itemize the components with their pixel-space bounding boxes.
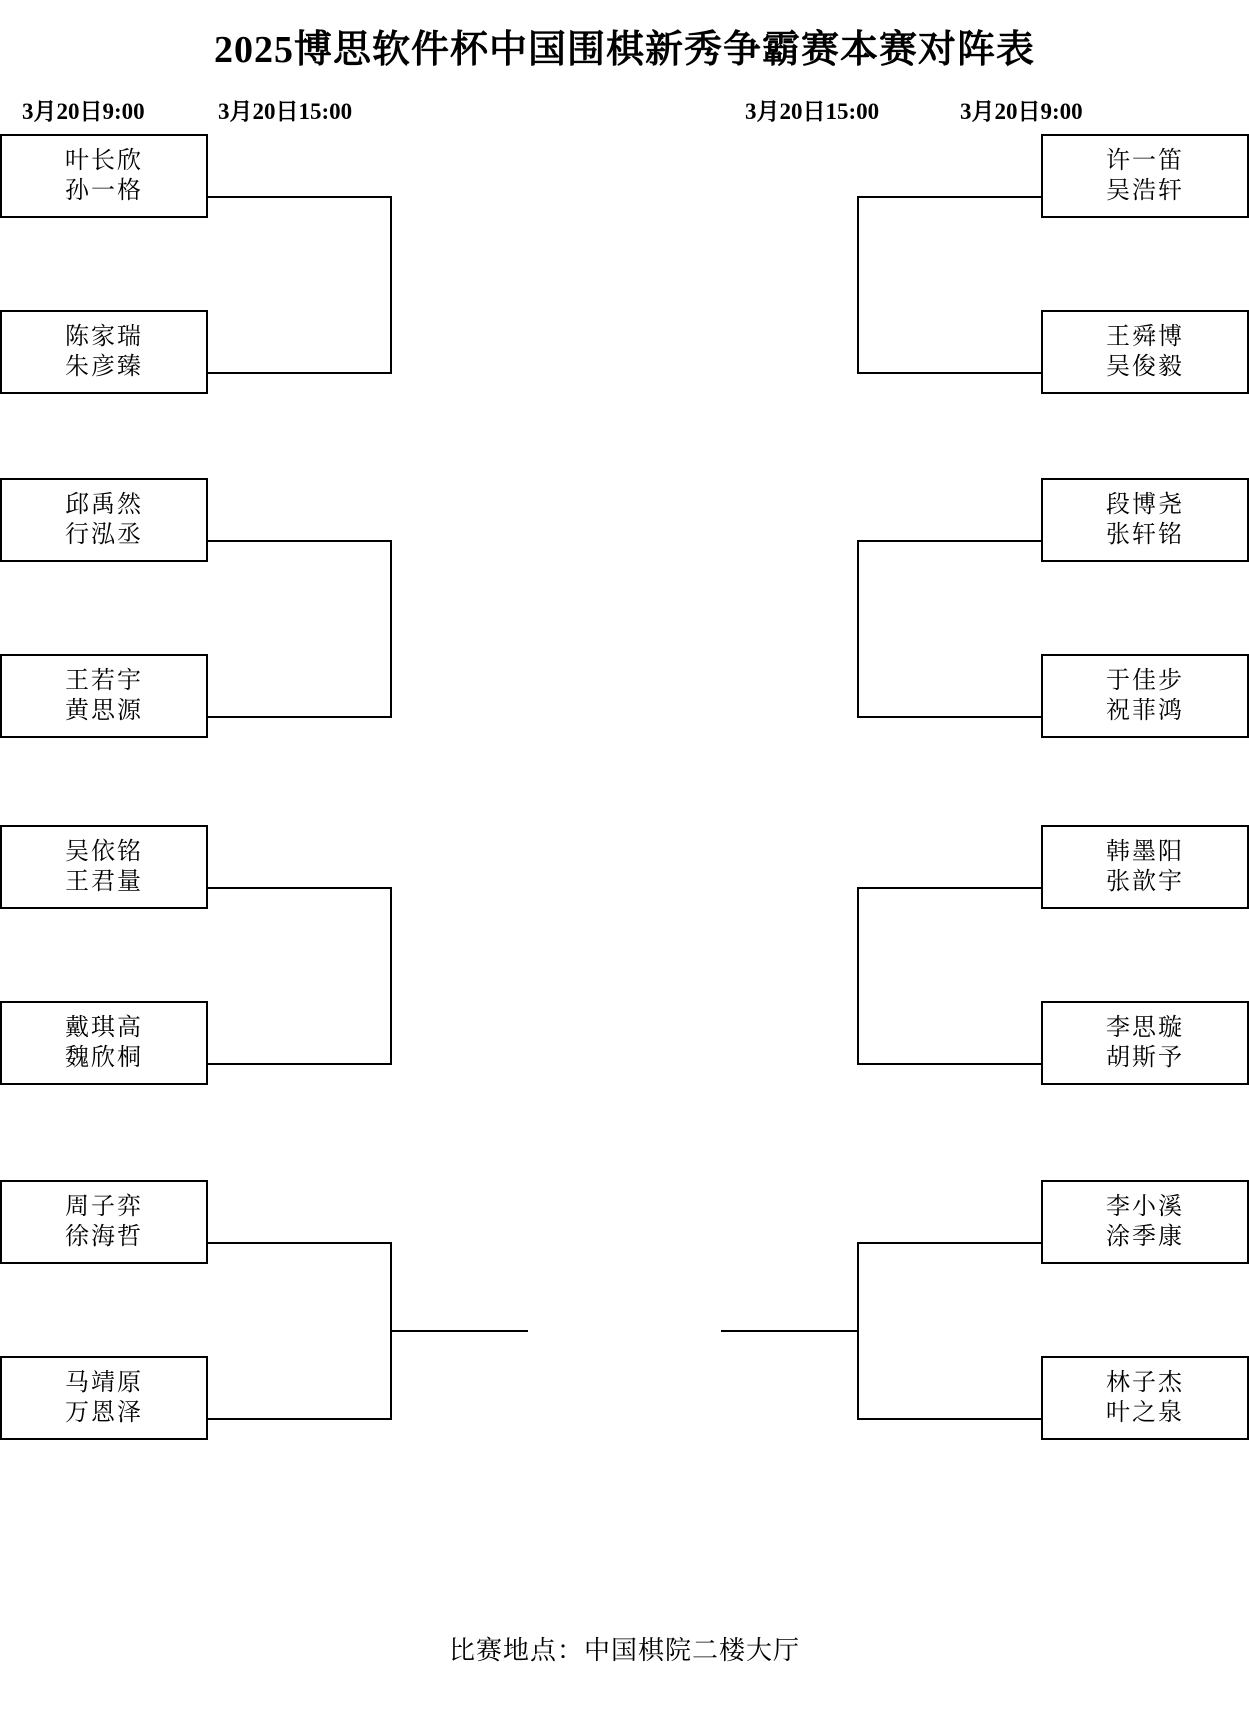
bracket-connector	[390, 540, 392, 718]
bracket-connector	[857, 540, 859, 718]
player-name: 朱彦臻	[65, 354, 143, 380]
player-name: 马靖原	[65, 1370, 143, 1396]
player-name: 许一笛	[1106, 148, 1184, 174]
player-name: 行泓丞	[65, 522, 143, 548]
player-name: 周子弈	[65, 1194, 143, 1220]
match-box[interactable]	[1041, 310, 1249, 394]
match-box[interactable]	[1041, 1356, 1249, 1440]
player-name: 黄思源	[65, 698, 143, 724]
bracket-connector	[390, 887, 392, 1065]
bracket-connector	[206, 1242, 392, 1244]
round-label-left-2: 3月20日15:00	[218, 99, 353, 124]
match-box[interactable]	[0, 310, 208, 394]
player-name: 李思璇	[1106, 1015, 1184, 1041]
player-name: 魏欣桐	[65, 1045, 143, 1071]
match-box[interactable]	[0, 1001, 208, 1085]
bracket-connector	[206, 1063, 392, 1065]
match-box[interactable]	[0, 654, 208, 738]
bracket-connector	[206, 540, 392, 542]
player-name: 祝菲鸿	[1106, 698, 1184, 724]
player-name: 林子杰	[1106, 1370, 1184, 1396]
bracket-connector	[857, 196, 859, 374]
player-name: 王君量	[65, 869, 143, 895]
round-label-left-1: 3月20日9:00	[22, 99, 145, 124]
player-name: 叶长欣	[65, 148, 143, 174]
player-name: 韩墨阳	[1106, 839, 1184, 865]
player-name: 王若宇	[65, 668, 143, 694]
player-name: 李小溪	[1106, 1194, 1184, 1220]
player-name: 张歆宇	[1106, 869, 1184, 895]
player-name: 徐海哲	[65, 1224, 143, 1250]
match-box[interactable]	[0, 825, 208, 909]
bracket-connector	[206, 887, 392, 889]
page-title: 2025博思软件杯中国围棋新秀争霸赛本赛对阵表	[213, 29, 1035, 71]
player-name: 张轩铭	[1106, 522, 1184, 548]
match-box[interactable]	[0, 1180, 208, 1264]
bracket-connector	[390, 196, 392, 374]
player-name: 叶之泉	[1106, 1400, 1184, 1426]
venue-note: 比赛地点：中国棋院二楼大厅	[448, 1636, 800, 1665]
match-box[interactable]	[0, 134, 208, 218]
player-name: 涂季康	[1106, 1224, 1184, 1250]
bracket-connector	[206, 196, 392, 198]
match-box[interactable]	[1041, 1180, 1249, 1264]
match-box[interactable]	[0, 478, 208, 562]
player-name: 吴俊毅	[1106, 354, 1184, 380]
match-box[interactable]	[1041, 134, 1249, 218]
bracket-connector	[857, 540, 1043, 542]
bracket-center-line	[390, 1330, 528, 1332]
player-name: 吴依铭	[65, 839, 143, 865]
bracket-connector	[857, 372, 1043, 374]
player-name: 段博尧	[1106, 492, 1184, 518]
bracket-connector	[857, 1063, 1043, 1065]
round-label-right-1: 3月20日9:00	[960, 99, 1083, 124]
bracket-connector	[857, 716, 1043, 718]
round-label-right-2: 3月20日15:00	[745, 99, 880, 124]
bracket-center-line	[721, 1330, 859, 1332]
bracket-connector	[857, 887, 859, 1065]
player-name: 于佳步	[1106, 668, 1184, 694]
bracket-connector	[206, 372, 392, 374]
player-name: 陈家瑞	[65, 324, 143, 350]
player-name: 万恩泽	[65, 1400, 143, 1426]
player-name: 邱禹然	[65, 492, 143, 518]
match-box[interactable]	[1041, 825, 1249, 909]
bracket-connector	[206, 1418, 392, 1420]
player-name: 吴浩轩	[1106, 178, 1184, 204]
player-name: 胡斯予	[1106, 1045, 1184, 1071]
bracket-connector	[857, 887, 1043, 889]
player-name: 王舜博	[1106, 324, 1184, 350]
match-box[interactable]	[1041, 654, 1249, 738]
match-box[interactable]	[0, 1356, 208, 1440]
bracket-connector	[857, 1418, 1043, 1420]
bracket-connector	[857, 196, 1043, 198]
match-box[interactable]	[1041, 478, 1249, 562]
player-name: 戴琪高	[65, 1015, 143, 1041]
player-name: 孙一格	[65, 178, 143, 204]
match-box[interactable]	[1041, 1001, 1249, 1085]
bracket-connector	[857, 1242, 1043, 1244]
bracket-connector	[206, 716, 392, 718]
